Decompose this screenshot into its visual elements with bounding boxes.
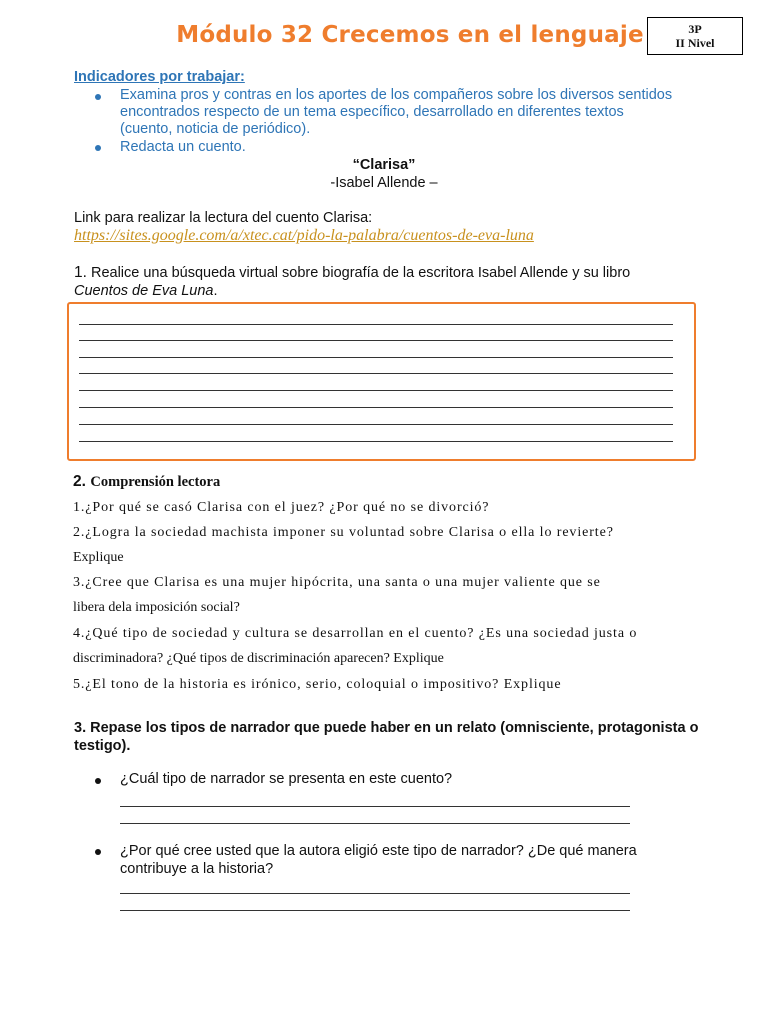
answer-line bbox=[79, 340, 673, 341]
indicator-line: Redacta un cuento. bbox=[120, 139, 246, 155]
comprehension-line: 5.¿El tono de la historia es irónico, serio, coloquial o impositivo? Explique bbox=[73, 677, 562, 692]
answer-line[interactable] bbox=[120, 910, 630, 911]
question-1 bbox=[74, 264, 694, 300]
answer-line[interactable] bbox=[120, 806, 630, 807]
indicator-line: encontrados respecto de un tema específico, desarrollado en diferentes textos bbox=[120, 104, 624, 120]
question-text: Realice una búsqueda virtual sobre biografía de la escritora Isabel Allende y su libro bbox=[90, 265, 631, 281]
comprehension-line: 1.¿Por qué se casó Clarisa con el juez? ¿Por qué no se divorció? bbox=[73, 500, 490, 515]
question-line: ¿Por qué cree usted que la autora eligió este tipo de narrador? ¿De qué manera bbox=[120, 843, 637, 859]
question-3 bbox=[74, 719, 699, 755]
indicators-heading: Indicadores por trabajar: bbox=[74, 69, 245, 85]
question-number: 1. bbox=[74, 264, 87, 281]
narrator-question-2 bbox=[120, 842, 637, 878]
level-name: II Nivel bbox=[675, 36, 715, 50]
bullet-icon bbox=[95, 849, 101, 855]
section-title: Comprensión lectora bbox=[90, 474, 221, 490]
answer-line bbox=[79, 424, 673, 425]
bullet-icon bbox=[95, 778, 101, 784]
comprehension-line: Explique bbox=[73, 550, 124, 565]
comprehension-line: 2.¿Logra la sociedad machista imponer su voluntad sobre Clarisa o ella lo revierte? bbox=[73, 525, 614, 540]
indicator-item-2 bbox=[120, 139, 246, 156]
answer-box[interactable] bbox=[67, 302, 696, 461]
comprehension-line: libera dela imposición social? bbox=[73, 600, 240, 615]
narrator-question-1: ¿Cuál tipo de narrador se presenta en este cuento? bbox=[120, 771, 453, 787]
bullet-icon bbox=[95, 145, 101, 151]
answer-line bbox=[79, 373, 673, 374]
indicator-line: Examina pros y contras en los aportes de los compañeros sobre los diversos sentidos bbox=[120, 87, 673, 103]
answer-line[interactable] bbox=[120, 893, 630, 894]
question-suffix: . bbox=[213, 283, 218, 299]
story-title: “Clarisa” bbox=[352, 157, 416, 173]
indicator-item-1 bbox=[120, 87, 672, 138]
indicator-line: (cuento, noticia de periódico). bbox=[120, 121, 311, 137]
reading-intro: Link para realizar la lectura del cuento Clarisa: bbox=[74, 210, 373, 226]
question-line: 3. Repase los tipos de narrador que puede haber en un relato (omnisciente, protagonista o bbox=[74, 720, 699, 736]
comprehension-line: discriminadora? ¿Qué tipos de discriminación aparecen? Explique bbox=[73, 651, 444, 666]
comprehension-line: 3.¿Cree que Clarisa es una mujer hipócrita, una santa o una mujer valiente que se bbox=[73, 575, 601, 590]
answer-line bbox=[79, 324, 673, 325]
question-line: contribuye a la historia? bbox=[120, 861, 274, 877]
answer-line bbox=[79, 441, 673, 442]
story-link[interactable]: https://sites.google.com/a/xtec.cat/pido-la-palabra/cuentos-de-eva-luna bbox=[74, 227, 534, 244]
page-title: Módulo 32 Crecemos en el lenguaje bbox=[176, 22, 644, 48]
book-title: Cuentos de Eva Luna bbox=[74, 283, 214, 299]
section-number: 2. bbox=[73, 473, 86, 490]
answer-line bbox=[79, 357, 673, 358]
bullet-icon bbox=[95, 94, 101, 100]
story-author: -Isabel Allende – bbox=[330, 175, 438, 191]
level-code: 3P bbox=[688, 22, 702, 36]
section-2-heading bbox=[73, 473, 220, 491]
question-line: testigo). bbox=[74, 738, 131, 754]
answer-line[interactable] bbox=[120, 823, 630, 824]
comprehension-line: 4.¿Qué tipo de sociedad y cultura se desarrollan en el cuento? ¿Es una sociedad justa o bbox=[73, 626, 638, 641]
level-badge bbox=[647, 17, 743, 55]
answer-line bbox=[79, 390, 673, 391]
answer-line bbox=[79, 407, 673, 408]
